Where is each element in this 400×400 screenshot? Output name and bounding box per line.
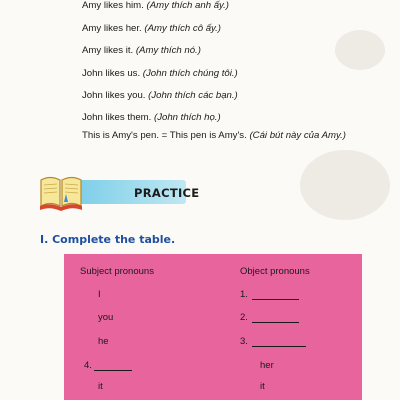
example-english: Amy likes it. — [82, 45, 134, 56]
object-header: Object pronouns — [240, 266, 310, 277]
object-cell: 1. — [240, 289, 248, 300]
practice-label: PRACTICE — [134, 186, 200, 200]
example-line — [82, 24, 221, 34]
example-english: John likes you. — [82, 90, 146, 101]
subject-header: Subject pronouns — [80, 266, 154, 277]
answer-blank[interactable] — [252, 299, 299, 300]
example-line — [82, 46, 201, 56]
practice-banner — [38, 170, 200, 220]
object-cell: it — [260, 381, 265, 392]
example-translation: (Amy thích nó.) — [135, 45, 201, 56]
example-english: John likes them. — [82, 112, 152, 123]
example-translation: (Amy thích anh ấy.) — [146, 0, 229, 11]
example-line — [82, 113, 221, 123]
example-line — [82, 1, 229, 11]
example-translation: (John thích chúng tôi.) — [142, 68, 238, 79]
answer-blank[interactable] — [252, 322, 299, 323]
answer-blank[interactable] — [252, 346, 306, 347]
object-cell: 2. — [240, 312, 248, 323]
open-book-icon — [38, 172, 84, 214]
example-translation: (John thích họ.) — [154, 112, 221, 123]
subject-cell: it — [98, 381, 103, 392]
subject-cell: you — [98, 312, 114, 323]
subject-cell: 4. — [84, 360, 92, 371]
example-english: Amy likes him. — [82, 0, 144, 11]
object-cell: 3. — [240, 336, 248, 347]
example-translation: (Cái bút này của Amy.) — [249, 130, 346, 141]
background-stain — [300, 150, 390, 220]
practice-banner-bar — [78, 180, 200, 204]
example-english: Amy likes her. — [82, 23, 142, 34]
example-translation: (Amy thích cô ấy.) — [144, 23, 221, 34]
example-english: John likes us. — [82, 68, 141, 79]
answer-blank[interactable] — [94, 370, 132, 371]
example-english: This is Amy's pen. = This pen is Amy's. — [82, 130, 247, 141]
example-translation: (John thích các bạn.) — [148, 90, 238, 101]
object-cell: her — [260, 360, 274, 371]
pronoun-table — [64, 254, 362, 400]
example-line — [82, 69, 238, 79]
exercise-heading: I. Complete the table. — [40, 233, 176, 246]
example-line — [82, 131, 346, 141]
example-line — [82, 91, 238, 101]
subject-cell: he — [98, 336, 109, 347]
subject-cell: I — [98, 289, 101, 300]
background-stain — [335, 30, 385, 70]
